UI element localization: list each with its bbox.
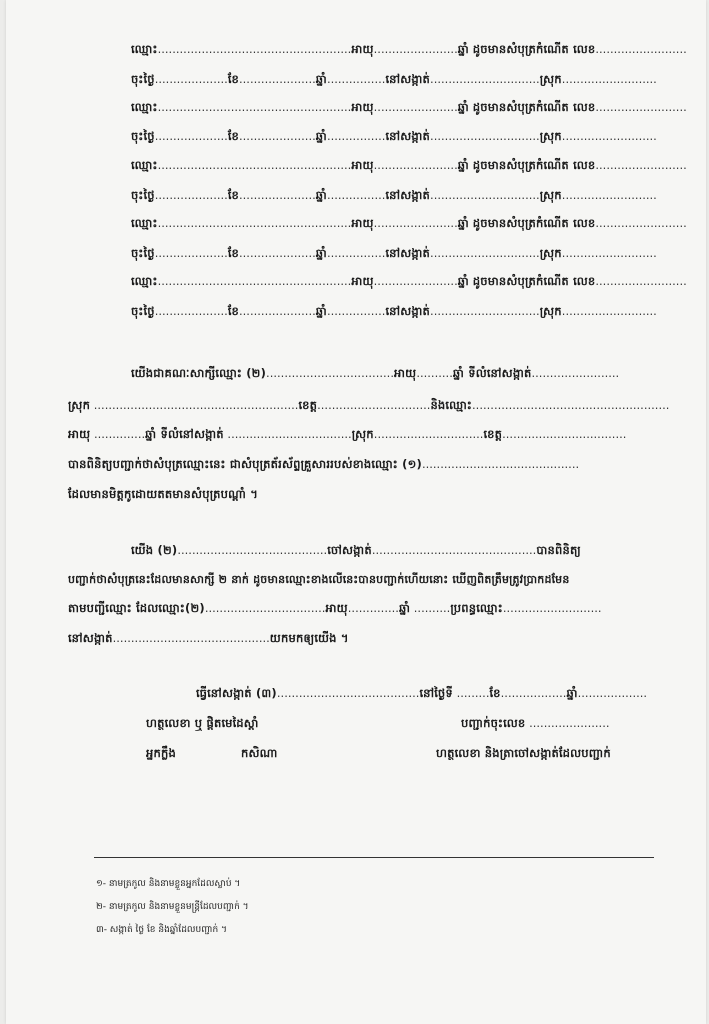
month-label: ខែ — [227, 188, 239, 202]
age-label: អាយុ — [351, 216, 374, 230]
day-label: ចុះថ្ងៃ — [131, 304, 155, 318]
month-label: ខែ — [227, 129, 239, 143]
day-label: ចុះថ្ងៃ — [131, 246, 155, 260]
witness-age-label: អាយុ — [394, 366, 417, 380]
month-label: ខែ — [227, 304, 239, 318]
declarant-label: អ្នកក្លឹង — [146, 746, 176, 760]
day-label: ចុះថ្ងៃ — [131, 188, 155, 202]
witness2-place-label: ឆ្នាំ ទីលំនៅសង្កាត់ — [145, 427, 224, 441]
year-label: ឆ្នាំ — [315, 304, 327, 318]
witness2-age-label: អាយុ — [68, 427, 91, 441]
birth-cert-label: ដូចមានសំបុត្រកំណើត លេខ — [472, 42, 596, 56]
authority-line-1: យើង (២).........................................ចៅសង្កាត់.............................................បានពិនិត្យ — [131, 543, 581, 557]
document-page — [6, 0, 706, 1024]
month-label: ខែ — [227, 72, 239, 86]
year-label: ឆ្នាំ — [315, 72, 327, 86]
witness-line-5 — [68, 487, 258, 504]
birth-cert-label: ដូចមានសំបុត្រកំណើត លេខ — [472, 216, 596, 230]
name-line: ឈ្មោះ.....................................................អាយុ.......................ឆ្នាំ ដូចមានសំបុត្រកំណើត លេខ......................... — [131, 42, 687, 56]
district-label: ស្រុក — [539, 72, 562, 86]
year-label: ឆ្នាំ — [457, 42, 469, 56]
name-line: ឈ្មោះ.....................................................អាយុ.......................ឆ្នាំ ដូចមានសំបុត្រកំណើត លេខ......................... — [131, 100, 687, 114]
authority-age-label: អាយុ — [325, 601, 348, 615]
witness-line-2: ស្រុក ........................................................ខេត្ត...............................និងឈ្មោះ...................................................... — [68, 398, 670, 412]
commune-label: នៅសង្កាត់ — [385, 304, 431, 318]
name-label: ឈ្មោះ — [131, 274, 158, 288]
witness-line-3: អាយុ ..............ឆ្នាំ ទីលំនៅសង្កាត់ ..................................ស្រុក..............................ខេត្ត.................................. — [68, 427, 627, 441]
witness-line-1: យើងជាគណៈសាក្សីឈ្មោះ (២)...................................អាយុ..........ឆ្នាំ ទីលំនៅសង្កាត់........................ — [131, 366, 620, 380]
witness-province-label: ខេត្ត — [298, 398, 318, 412]
witness-statement: បានពិនិត្យបញ្ជាក់ថាសំបុត្រឈ្មោះនេះ ជាសំបុត្រត័រស័ព្ទគ្រួសាររបស់ខាងឈ្មោះ (១) — [68, 457, 422, 471]
authority-spouse-label: ប្រពន្ធឈ្មោះ — [450, 601, 503, 615]
witness-signature-label: កសិណា — [241, 746, 278, 760]
date-line: ចុះថ្ងៃ....................ខែ.....................ឆ្នាំ................នៅសង្កាត់..............................ស្រុក.......................... — [131, 188, 657, 202]
left-signature-label — [146, 716, 259, 733]
authority-list-lead: តាមបញ្ជីឈ្មោះ ដែលឈ្មោះ(២) — [68, 601, 205, 615]
witness2-district-label: ស្រុក — [351, 427, 374, 441]
day-label: ចុះថ្ងៃ — [131, 72, 155, 86]
witness-statement-end: ដែលមានមិត្តកូដោយតតមានសំបុត្របណ្ដាំ ។ — [68, 487, 258, 501]
year-label: ឆ្នាំ — [457, 158, 469, 172]
footnote-3: ៣- សង្កាត់ ថ្ងៃ ខែ និងឆ្នាំដែលបញ្ជាក់ ។ — [96, 925, 227, 935]
chief-signature-label: ហត្ថលេខា និងត្រាចៅសង្កាត់ដែលបញ្ជាក់ — [436, 746, 611, 760]
date-line: ចុះថ្ងៃ....................ខែ.....................ឆ្នាំ................នៅសង្កាត់..............................ស្រុក.......................... — [131, 304, 657, 318]
footnote-1: ១- នាមត្រកូល និងនាមខ្លួនអ្នកដែលស្លាប់ ។ — [96, 879, 241, 889]
month-label: ខែ — [227, 246, 239, 260]
age-label: អាយុ — [351, 158, 374, 172]
name-label: ឈ្មោះ — [131, 216, 158, 230]
left-signature-names-b — [241, 746, 278, 763]
birth-cert-label: ដូចមានសំបុត្រកំណើត លេខ — [472, 158, 596, 172]
authority-commune-lead: នៅសង្កាត់ — [68, 631, 113, 645]
district-label: ស្រុក — [539, 246, 562, 260]
right-signature-label — [436, 746, 611, 763]
name-line: ឈ្មោះ.....................................................អាយុ.......................ឆ្នាំ ដូចមានសំបុត្រកំណើត លេខ......................... — [131, 274, 687, 288]
month-label: ខែ — [489, 686, 501, 700]
date-line: ចុះថ្ងៃ....................ខែ.....................ឆ្នាំ................នៅសង្កាត់..............................ស្រុក.......................... — [131, 246, 657, 260]
district-label: ស្រុក — [539, 188, 562, 202]
name-label: ឈ្មោះ — [131, 42, 158, 56]
commune-label: នៅសង្កាត់ — [385, 129, 431, 143]
day-label: ចុះថ្ងៃ — [131, 129, 155, 143]
year-label: ឆ្នាំ — [315, 188, 327, 202]
authority-lead: យើង (២) — [131, 543, 178, 557]
name-label: ឈ្មោះ — [131, 100, 158, 114]
district-label: ស្រុក — [539, 304, 562, 318]
year-label: ឆ្នាំ — [315, 246, 327, 260]
commune-label: នៅសង្កាត់ — [385, 188, 431, 202]
commune-label: នៅសង្កាត់ — [385, 246, 431, 260]
authority-line-2 — [68, 573, 570, 589]
commune-label: នៅសង្កាត់ — [385, 72, 431, 86]
registration-line: បញ្ជាក់ចុះលេខ ...................... — [461, 716, 610, 730]
authority-verify-label: បានពិនិត្យ — [536, 543, 581, 557]
birth-cert-label: ដូចមានសំបុត្រកំណើត លេខ — [472, 100, 596, 114]
year-label: ឆ្នាំ — [457, 216, 469, 230]
witness2-province-label: ខេត្ត — [483, 427, 503, 441]
year-label: ឆ្នាំ — [457, 274, 469, 288]
authority-year-label: ឆ្នាំ — [398, 601, 411, 615]
witness-district-label: ស្រុក — [68, 398, 91, 412]
footnote-divider — [94, 857, 654, 858]
name-line: ឈ្មោះ.....................................................អាយុ.......................ឆ្នាំ ដូចមានសំបុត្រកំណើត លេខ......................... — [131, 216, 687, 230]
authority-end: យកមកឲ្យយើង ។ — [269, 631, 349, 645]
year-label: ឆ្នាំ — [566, 686, 578, 700]
authority-commune-label: ចៅសង្កាត់ — [327, 543, 372, 557]
district-label: ស្រុក — [539, 129, 562, 143]
authority-statement: បញ្ជាក់ថាសំបុត្រនេះដែលមានសាក្សី ២ នាក់ ដូចមានឈ្មោះខាងលើនេះបានបញ្ជាក់ហើយនោះ ឃើញពិតត្រឹមត្រូវប្រាកដមែន — [68, 573, 570, 586]
date-line: ចុះថ្ងៃ....................ខែ.....................ឆ្នាំ................នៅសង្កាត់..............................ស្រុក.......................... — [131, 72, 657, 86]
age-label: អាយុ — [351, 100, 374, 114]
witness-lead: យើងជាគណៈសាក្សីឈ្មោះ (២) — [131, 366, 267, 380]
year-label: ឆ្នាំ — [457, 100, 469, 114]
on-day-label: នៅថ្ងៃទី — [419, 686, 453, 700]
made-at-label: ធ្វើនៅសង្កាត់ (៣) — [196, 686, 277, 700]
witness-place-label: ឆ្នាំ ទីលំនៅសង្កាត់ — [452, 366, 532, 380]
birth-cert-label: ដូចមានសំបុត្រកំណើត លេខ — [472, 274, 596, 288]
left-signature-names — [146, 746, 176, 763]
footnote-2: ២- នាមត្រកូល និងនាមខ្លួនមន្ត្រីដែលបញ្ជាក់ ។ — [96, 902, 249, 912]
made-at-line: ធ្វើនៅសង្កាត់ (៣).......................................នៅថ្ងៃទី .........ខែ..................ឆ្នាំ................... — [196, 686, 648, 700]
date-line: ចុះថ្ងៃ....................ខែ.....................ឆ្នាំ................នៅសង្កាត់..............................ស្រុក.......................... — [131, 129, 657, 143]
year-label: ឆ្នាំ — [315, 129, 327, 143]
name-line: ឈ្មោះ.....................................................អាយុ.......................ឆ្នាំ ដូចមានសំបុត្រកំណើត លេខ......................... — [131, 158, 687, 172]
age-label: អាយុ — [351, 42, 374, 56]
thumbprint-label: ហត្ថលេខា ឬ ផ្តិតមេដៃស្ដាំ — [146, 716, 259, 730]
witness-line-4: បានពិនិត្យបញ្ជាក់ថាសំបុត្រឈ្មោះនេះ ជាសំបុត្រត័រស័ព្ទគ្រួសាររបស់ខាងឈ្មោះ (១)........................................... — [68, 457, 580, 471]
name-label: ឈ្មោះ — [131, 158, 158, 172]
registration-label: បញ្ជាក់ចុះលេខ — [461, 716, 526, 730]
witness-and-name-label: និងឈ្មោះ — [430, 398, 473, 412]
authority-line-4: នៅសង្កាត់...........................................យកមកឲ្យយើង ។ — [68, 631, 349, 645]
age-label: អាយុ — [351, 274, 374, 288]
authority-line-3: តាមបញ្ជីឈ្មោះ ដែលឈ្មោះ(២).................................អាយុ..............ឆ្នាំ ..........ប្រពន្ធឈ្មោះ........................... — [68, 601, 602, 615]
